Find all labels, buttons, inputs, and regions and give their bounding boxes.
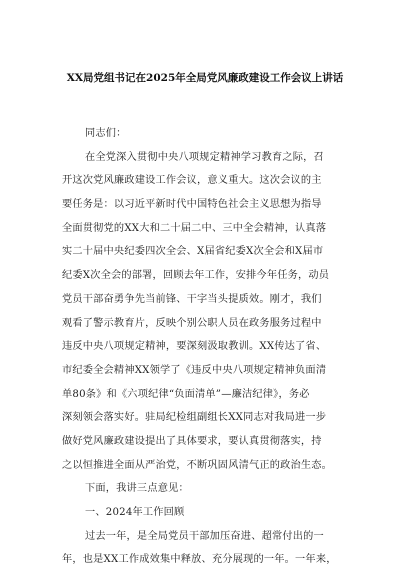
paragraph-line: 纪委X次全会的部署，回顾去年工作，安排今年任务，动员 xyxy=(62,270,330,282)
paragraph-line: 开这次党风廉政建设工作会议，意义重大。这次会议的主 xyxy=(62,175,322,187)
paragraph-line: 要任务是：以习近平新时代中国特色社会主义思想为指导 xyxy=(62,199,322,211)
paragraph-line: 单80条》和《六项纪律“负面清单”—廉洁纪律》，务必 xyxy=(62,388,310,400)
paragraph-line: 做好党风廉政建设提出了具体要求，要认真贯彻落实，持 xyxy=(62,435,322,447)
paragraph-line: 之以恒推进全面从严治党，不断巩固风清气正的政治生态。 xyxy=(62,459,333,471)
document-title: XX局党组书记在2025年全局党风廉政建设工作会议上讲话 xyxy=(66,72,344,84)
paragraph-line: 实二十届中央纪委四次全会、X届省纪委X次全会和X届市 xyxy=(62,246,324,258)
paragraph-line: 全面贯彻党的XX大和二十届二中、三中全会精神，认真落 xyxy=(62,222,327,234)
paragraph-line: 市纪委全会精神XX领学了《违反中央八项规定精神负面清 xyxy=(62,364,327,376)
paragraph-line: 过去一年，是全局党员干部加压奋进、超常付出的一 xyxy=(85,530,324,542)
paragraph-line: 年，也是XX工作成效集中释放、充分展现的一年。一年来， xyxy=(62,554,337,566)
paragraph-line: 深刻领会落实好。驻局纪检组副组长XX同志对我局进一步 xyxy=(62,412,327,424)
document-body xyxy=(62,122,358,572)
paragraph-line: 观看了警示教育片，反映个别公职人员在政务服务过程中 xyxy=(62,317,322,329)
paragraph-line: 党员干部奋勇争先当前锋、干字当头提质效。刚才，我们 xyxy=(62,293,322,305)
paragraph-line: 违反中央八项规定精神，要深刻汲取教训。XX传达了省、 xyxy=(62,341,327,353)
section-heading: 一、2024年工作回顾 xyxy=(85,507,185,518)
salutation: 同志们： xyxy=(85,128,127,139)
paragraph-line: 在全党深入贯彻中央八项规定精神学习教育之际，召 xyxy=(85,151,324,163)
paragraph-line: 下面，我讲三点意见： xyxy=(85,483,189,495)
